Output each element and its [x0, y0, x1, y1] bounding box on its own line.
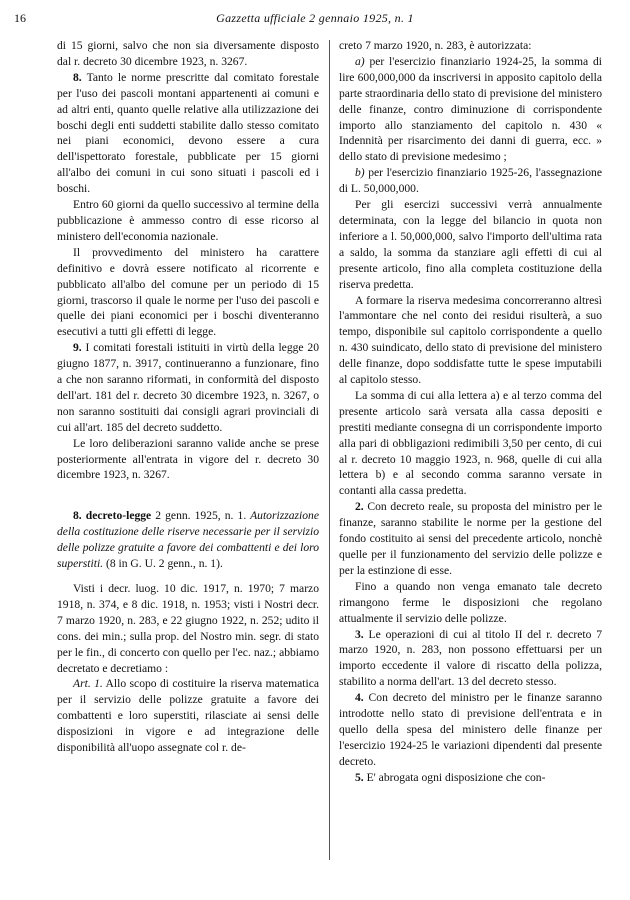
- paragraph-8: [57, 70, 319, 197]
- paragraph-text: Tanto le norme prescritte dal comitato forestale per l'uso dei pascoli montani appartenenti ai comuni e ad altri enti, quanto quelle relative alla utilizzazione dei boschi degli enti suddetti stabilite dallo stesso comitato nei piani economici, devono essere a cura dell'ispettorato forestale, pubblicate per 15 giorni all'albo dei comuni in cui sono situati i pascoli ed i boschi.: [57, 70, 319, 196]
- right-column: [339, 38, 602, 786]
- article-text: Con decreto reale, su proposta del ministro per le finanze, saranno stabilite le norme per la gestione del fondo costituito ai sensi del precedente articolo, nonchè quelle per il funzionamento del servizio delle polizze e per la estinzione di esse.: [339, 500, 602, 577]
- article-1: [57, 676, 319, 756]
- article-3: [339, 627, 602, 691]
- decree-heading: [57, 508, 319, 572]
- article-number: 4.: [355, 691, 364, 705]
- article-4: [339, 690, 602, 770]
- paragraph-number: 8.: [73, 70, 82, 84]
- decree-date: 2 genn. 1925, n. 1.: [151, 509, 247, 523]
- paragraph-deposit: La somma di cui alla lettera a) e al terzo comma del presente articolo sarà versata alla cassa depositi e prestiti mediante consegna di un corrispondente importo alla pari di obbligazioni redimibili 3,50 per cento, di cui al r. decreto 10 maggio 1923, n. 968, quelle di cui alla lettera b) e al secondo comma saranno versate in contanti alla cassa predetta.: [339, 388, 602, 498]
- article-text: E' abrogata ogni disposizione che con-: [363, 770, 546, 784]
- paragraph-number: 9.: [73, 341, 82, 355]
- page-number: 16: [14, 11, 26, 25]
- article-text: Le operazioni di cui al titolo II del r. decreto 7 marzo 1920, n. 283, non possono effettuarsi per un importo eccedente il valore di riscatto della polizza, stabilito a norma dell'art. 13 del decreto stesso.: [339, 627, 602, 689]
- paragraph-deliberations: Le loro deliberazioni saranno valide anche se prese posteriormente all'entrata in vigore del r. decreto 30 dicembre 1923, n. 3267.: [57, 436, 319, 482]
- article-number: 2.: [355, 500, 364, 514]
- article-2: [339, 499, 602, 579]
- item-label: b): [355, 166, 365, 180]
- decree-kind: decreto-legge: [81, 509, 152, 523]
- article-label: Art. 1.: [73, 677, 103, 691]
- item-text: per l'esercizio finanziario 1924-25, la somma di lire 600,000,000 da inscriversi in apposito capitolo della parte straordinaria dello stato di previsione del ministero delle finanze, contro diminuzione di corrispondente importo allo stanziamento del capitolo n. 430 « Indennità per risarcimento dei danni di guerra, ecc. » dello stato di previsione medesimo ;: [339, 54, 602, 164]
- decree-title: Autorizzazione della costituzione delle riserve necessarie per il servizio delle polizze gratuite a favore dei combattenti e dei loro superstiti.: [57, 509, 319, 571]
- item-a: [339, 54, 602, 165]
- paragraph-appeal: Entro 60 giorni da quello successivo al termine della pubblicazione è ammesso contro di esse ricorso al ministero dell'economia nazionale.: [57, 198, 319, 243]
- decree-reference: (8 in G. U. 2 genn., n. 1).: [103, 557, 223, 571]
- item-b: [339, 165, 602, 197]
- paragraph-9: [57, 340, 319, 435]
- paragraph-continuation: di 15 giorni, salvo che non sia diversamente disposto dal r. decreto 30 dicembre 1923, n. 3267.: [57, 39, 319, 68]
- paragraph-continuation: creto 7 marzo 1920, n. 283, è autorizzata:: [339, 39, 532, 52]
- page-header: [14, 9, 616, 27]
- column-divider: [329, 40, 330, 860]
- paragraph-text: I comitati forestali istituiti in virtù della legge 20 giugno 1877, n. 3917, continueranno a funzionare, fino a che non saranno riformati, in conformità del disposto dell'art. 181 del r. decreto 30 dicembre 1923, n. 3267, o non saranno sostituiti dai consigli agrari provinciali di cui all'art. 185 del decreto suddetto.: [57, 341, 319, 434]
- decree-preamble: Visti i decr. luog. 10 dic. 1917, n. 1970; 7 marzo 1918, n. 374, e 8 dic. 1918, n. 1953; visti i Nostri decr. 7 marzo 1920, n. 283, e 22 giugno 1922, n. 252; udito il cons. dei min.; sulla prop. del Nostro min. segr. di stato per le fin., di concerto con quello per l'ec. naz.; abbiamo decretato e decretiamo :: [57, 582, 319, 675]
- decree-number: 8.: [73, 509, 82, 523]
- article-number: 3.: [355, 627, 364, 641]
- paragraph-until-decree: Fino a quando non venga emanato tale decreto rimangono ferme le disposizioni che regolano attualmente il servizio delle polizze.: [339, 579, 602, 625]
- paragraph-ministry-decision: Il provvedimento del ministero ha carattere definitivo e dovrà essere notificato al ricorrente e pubblicato all'albo del comune per un periodo di 15 giorni, trascorso il quale le norme per l'uso dei pascoli e quelle dei piani economici per i boschi diventeranno esecutivi a tutti gli effetti di legge.: [57, 245, 319, 339]
- paragraph-reserve: A formare la riserva medesima concorreranno altresì l'ammontare che nel conto dei residui risulterà, a suo tempo, disponibile sul capitolo corrispondente a quello n. 430 suindicato, dello stato di previsione del ministero delle finanze, dopo soddisfatte tutte le spese imputabili al capitolo stesso.: [339, 293, 602, 387]
- article-number: 5.: [355, 770, 364, 784]
- item-text: per l'esercizio finanziario 1925-26, l'assegnazione di L. 50,000,000.: [339, 166, 602, 196]
- article-text: Con decreto del ministro per le finanze saranno introdotte nello stato di previsione dell'entrata e in quello della spesa del ministero delle finanze per l'esercizio 1924-25 le variazioni dipendenti dal presente decreto.: [339, 691, 602, 768]
- item-label: a): [355, 54, 365, 68]
- article-text: Allo scopo di costituire la riserva matematica per il servizio delle polizze gratuite a favore dei combattenti e loro superstiti, rilasciate ai sensi delle disposizioni in vigore e ad integrazione delle disponibilità all'uopo assegnate col r. de-: [57, 677, 319, 755]
- paragraph-successive-years: Per gli esercizi successivi verrà annualmente determinata, con la legge del bilancio in quota non inferiore a l. 50,000,000, salvo l'importo dell'ultima rata a saldo, la somma da stanziare agli effetti di cui al presente articolo, fino alla completa costituzione della riserva predetta.: [339, 198, 602, 291]
- left-column: [57, 38, 319, 756]
- section-gap: [57, 483, 319, 508]
- gazette-title: Gazzetta ufficiale 2 gennaio 1925, n. 1: [216, 11, 414, 25]
- article-5: [339, 770, 602, 786]
